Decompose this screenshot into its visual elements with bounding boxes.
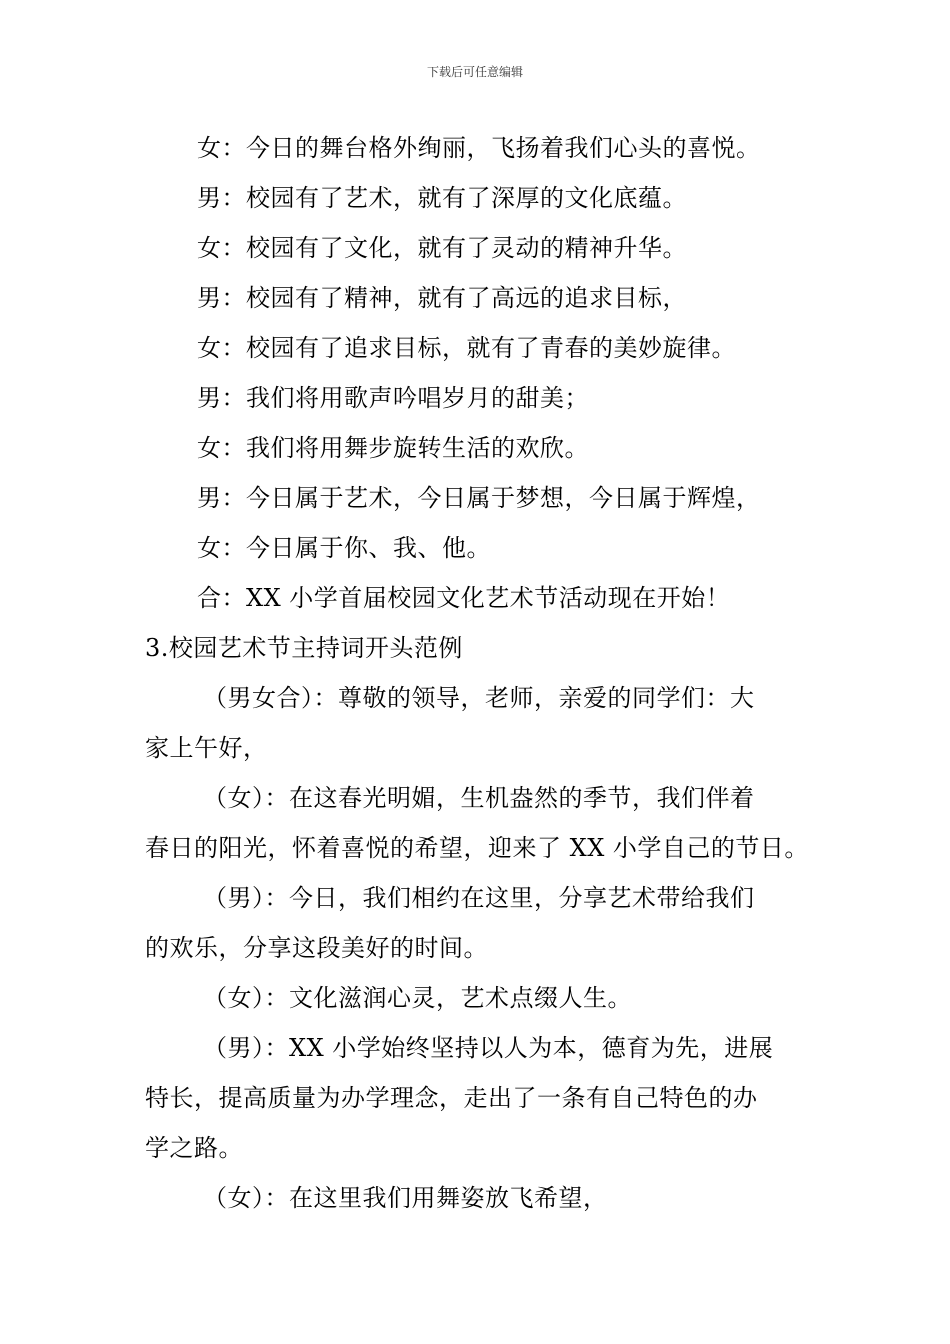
dialogue-line: 男：今日属于艺术，今日属于梦想，今日属于辉煌，: [197, 484, 761, 512]
paragraph-line: 学之路。: [145, 1134, 243, 1162]
dialogue-line: 女：校园有了追求目标，就有了青春的美妙旋律。: [197, 334, 736, 362]
paragraph-line: （男）：今日，我们相约在这里，分享艺术带给我们: [203, 884, 755, 912]
paragraph-line: 春日的阳光，怀着喜悦的希望，迎来了 XX 小学自己的节日。: [145, 834, 809, 862]
paragraph-line: （女）：在这里我们用舞姿放飞希望，: [203, 1184, 608, 1212]
paragraph-line: 家上午好，: [145, 734, 268, 762]
dialogue-line: 合：XX 小学首届校园文化艺术节活动现在开始！: [197, 584, 731, 612]
section-heading: 3.校园艺术节主持词开头范例: [145, 634, 463, 662]
paragraph-line: （女）：在这春光明媚，生机盎然的季节，我们伴着: [203, 784, 755, 812]
paragraph-line: 特长，提高质量为办学理念，走出了一条有自己特色的办: [145, 1084, 758, 1112]
dialogue-line: 女：我们将用舞步旋转生活的欢欣。: [197, 434, 589, 462]
dialogue-line: 女：校园有了文化，就有了灵动的精神升华。: [197, 234, 687, 262]
page-header-note: 下载后可任意编辑: [426, 65, 523, 79]
dialogue-line: 男：我们将用歌声吟唱岁月的甜美；: [197, 384, 589, 412]
dialogue-line: 男：校园有了艺术，就有了深厚的文化底蕴。: [197, 184, 687, 212]
paragraph-line: （女）：文化滋润心灵，艺术点缀人生。: [203, 984, 632, 1012]
paragraph-line: （男）：XX 小学始终坚持以人为本，德育为先，进展: [203, 1034, 774, 1062]
dialogue-line: 女：今日的舞台格外绚丽，飞扬着我们心头的喜悦。: [197, 134, 761, 162]
dialogue-line: 女：今日属于你、我、他。: [197, 534, 491, 562]
dialogue-line: 男：校园有了精神，就有了高远的追求目标，: [197, 284, 687, 312]
paragraph-line: （男女合）：尊敬的领导，老师，亲爱的同学们：大: [203, 684, 755, 712]
paragraph-line: 的欢乐，分享这段美好的时间。: [145, 934, 488, 962]
